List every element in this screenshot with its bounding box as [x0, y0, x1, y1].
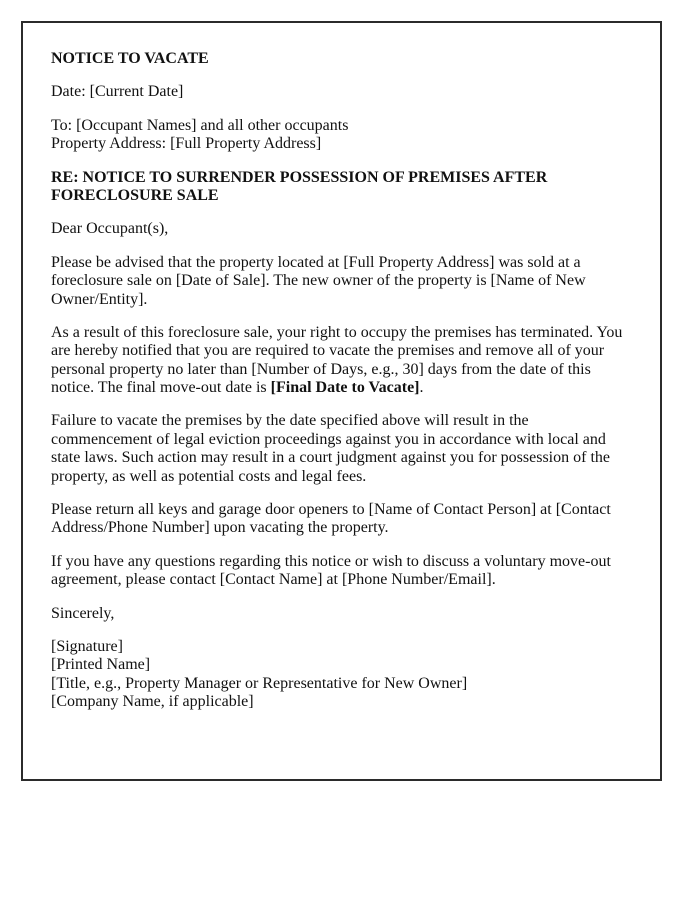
paragraph-eviction-warning: Failure to vacate the premises by the date specified above will result in the commencement of legal eviction proceedings against you in accordance with local and state laws. Such action may result in a court judgment against you for possession of the property, as well as potential costs and legal fees.: [51, 412, 610, 485]
vacate-requirement-text: As a result of this foreclosure sale, your right to occupy the premises has terminated. You are hereby notified that you are required to vacate the premises and remove all of your personal property no later than [Number of Days, e.g., 30] days from the date of this notice. The final move-out date is: [51, 323, 623, 397]
final-date-to-vacate: [Final Date to Vacate]: [270, 379, 420, 397]
paragraph-questions-contact: If you have any questions regarding this notice or wish to discuss a voluntary move-out agreement, please contact [Contact Name] at [Phone Number/Email].: [51, 552, 611, 589]
printed-name-line: [Printed Name]: [51, 656, 151, 674]
recipient-block: [51, 117, 632, 154]
paragraph-sale-notice: Please be advised that the property located at [Full Property Address] was sold at a foreclosure sale on [Date of Sale]. The new owner of the property is [Name of New Owner/Entity].: [51, 253, 586, 308]
to-line: To: [Occupant Names] and all other occupants: [51, 116, 349, 134]
paragraph-keys-return: Please return all keys and garage door openers to [Name of Contact Person] at [Contact Address/Phone Number] upon vacating the property.: [51, 501, 611, 537]
salutation: Dear Occupant(s),: [51, 220, 169, 238]
subject-line: RE: NOTICE TO SURRENDER POSSESSION OF PREMISES AFTER FORECLOSURE SALE: [51, 168, 548, 204]
vacate-requirement-period: .: [419, 379, 424, 397]
date-line: Date: [Current Date]: [51, 83, 184, 101]
company-line: [Company Name, if applicable]: [51, 693, 254, 711]
letter-border-box: [21, 21, 662, 781]
property-address-line: Property Address: [Full Property Address]: [51, 135, 322, 153]
closing: Sincerely,: [51, 604, 115, 622]
paragraph-vacate-requirement: [51, 324, 632, 398]
title-line: [Title, e.g., Property Manager or Representative for New Owner]: [51, 674, 468, 692]
letter-title: NOTICE TO VACATE: [51, 50, 209, 67]
signature-block: [51, 638, 632, 712]
signature-line: [Signature]: [51, 637, 123, 655]
